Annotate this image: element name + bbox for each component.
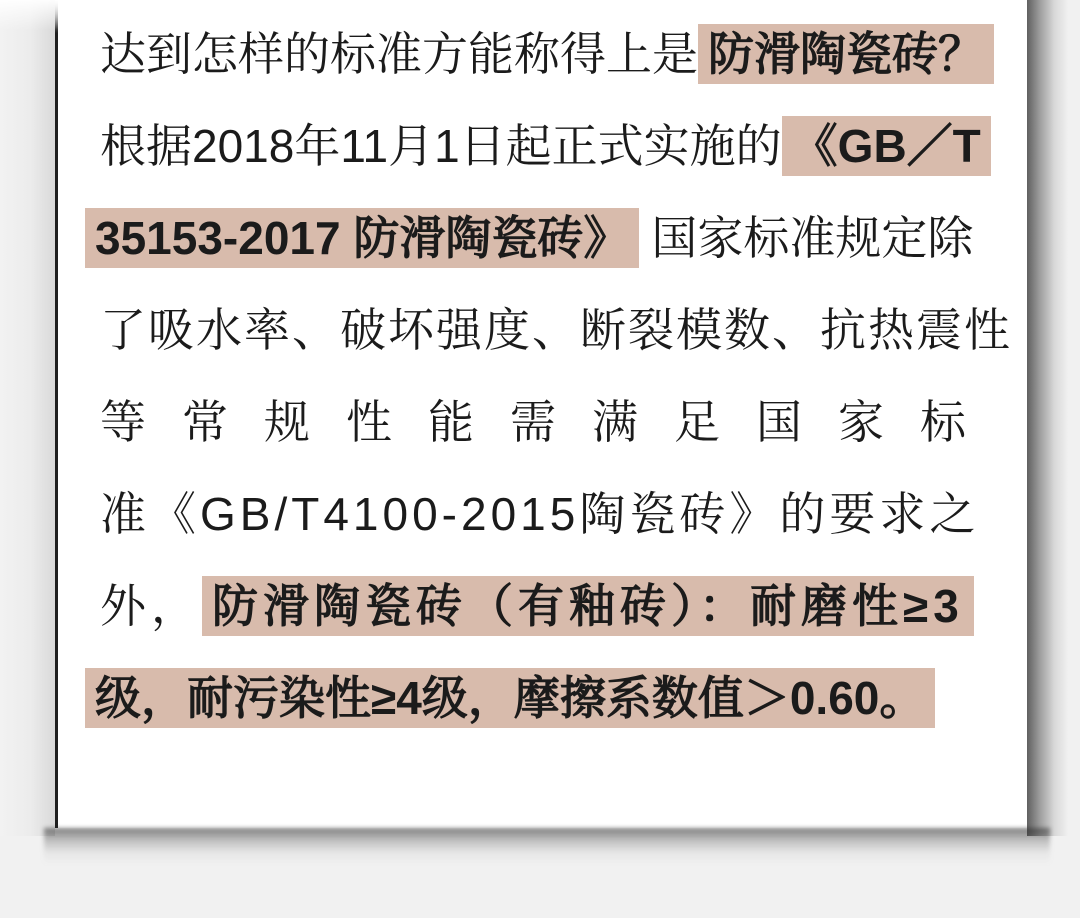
highlighted-phrase-gbt: 《GB／T (782, 116, 991, 176)
text-line-4 (100, 300, 1012, 360)
paper-bottom-shadow (44, 828, 1050, 864)
text-segment: 了吸水率、破坏强度、断裂模数、抗热震性 (100, 304, 1012, 356)
text-segment: 达到怎样的标准方能称得上是 (100, 28, 698, 80)
highlighted-phrase-standard-number: 35153-2017 防滑陶瓷砖》 (85, 208, 639, 268)
text-line-7 (100, 576, 974, 636)
text-line-2 (100, 116, 991, 176)
text-segment: 准《GB/T4100-2015陶瓷砖》的要求之 (100, 488, 980, 540)
highlighted-phrase-glazed-tile-spec: 防滑陶瓷砖（有釉砖）：耐磨性≥3 (202, 576, 974, 636)
text-line-6 (100, 484, 979, 544)
left-page-edge-line (55, 0, 58, 828)
text-line-1 (100, 24, 994, 84)
text-segment: 国家标准规定除 (651, 212, 974, 264)
highlighted-phrase-spec-values: 级，耐污染性≥4级，摩擦系数值＞0.60。 (85, 668, 935, 728)
highlighted-phrase-anti-slip-tile: 防滑陶瓷砖？ (698, 24, 994, 84)
left-gutter-top-fade (0, 0, 62, 30)
text-line-3 (85, 208, 973, 268)
text-segment: 外， (100, 580, 202, 632)
text-segment: 根据2018年11月1日起正式实施的 (100, 120, 782, 172)
left-gutter-strip (0, 0, 55, 836)
right-page-edge-shadow (1027, 0, 1069, 836)
text-line-5 (100, 392, 1002, 452)
text-segment: 等常规性能需满足国家标 (100, 396, 1002, 448)
text-line-8 (85, 668, 935, 728)
